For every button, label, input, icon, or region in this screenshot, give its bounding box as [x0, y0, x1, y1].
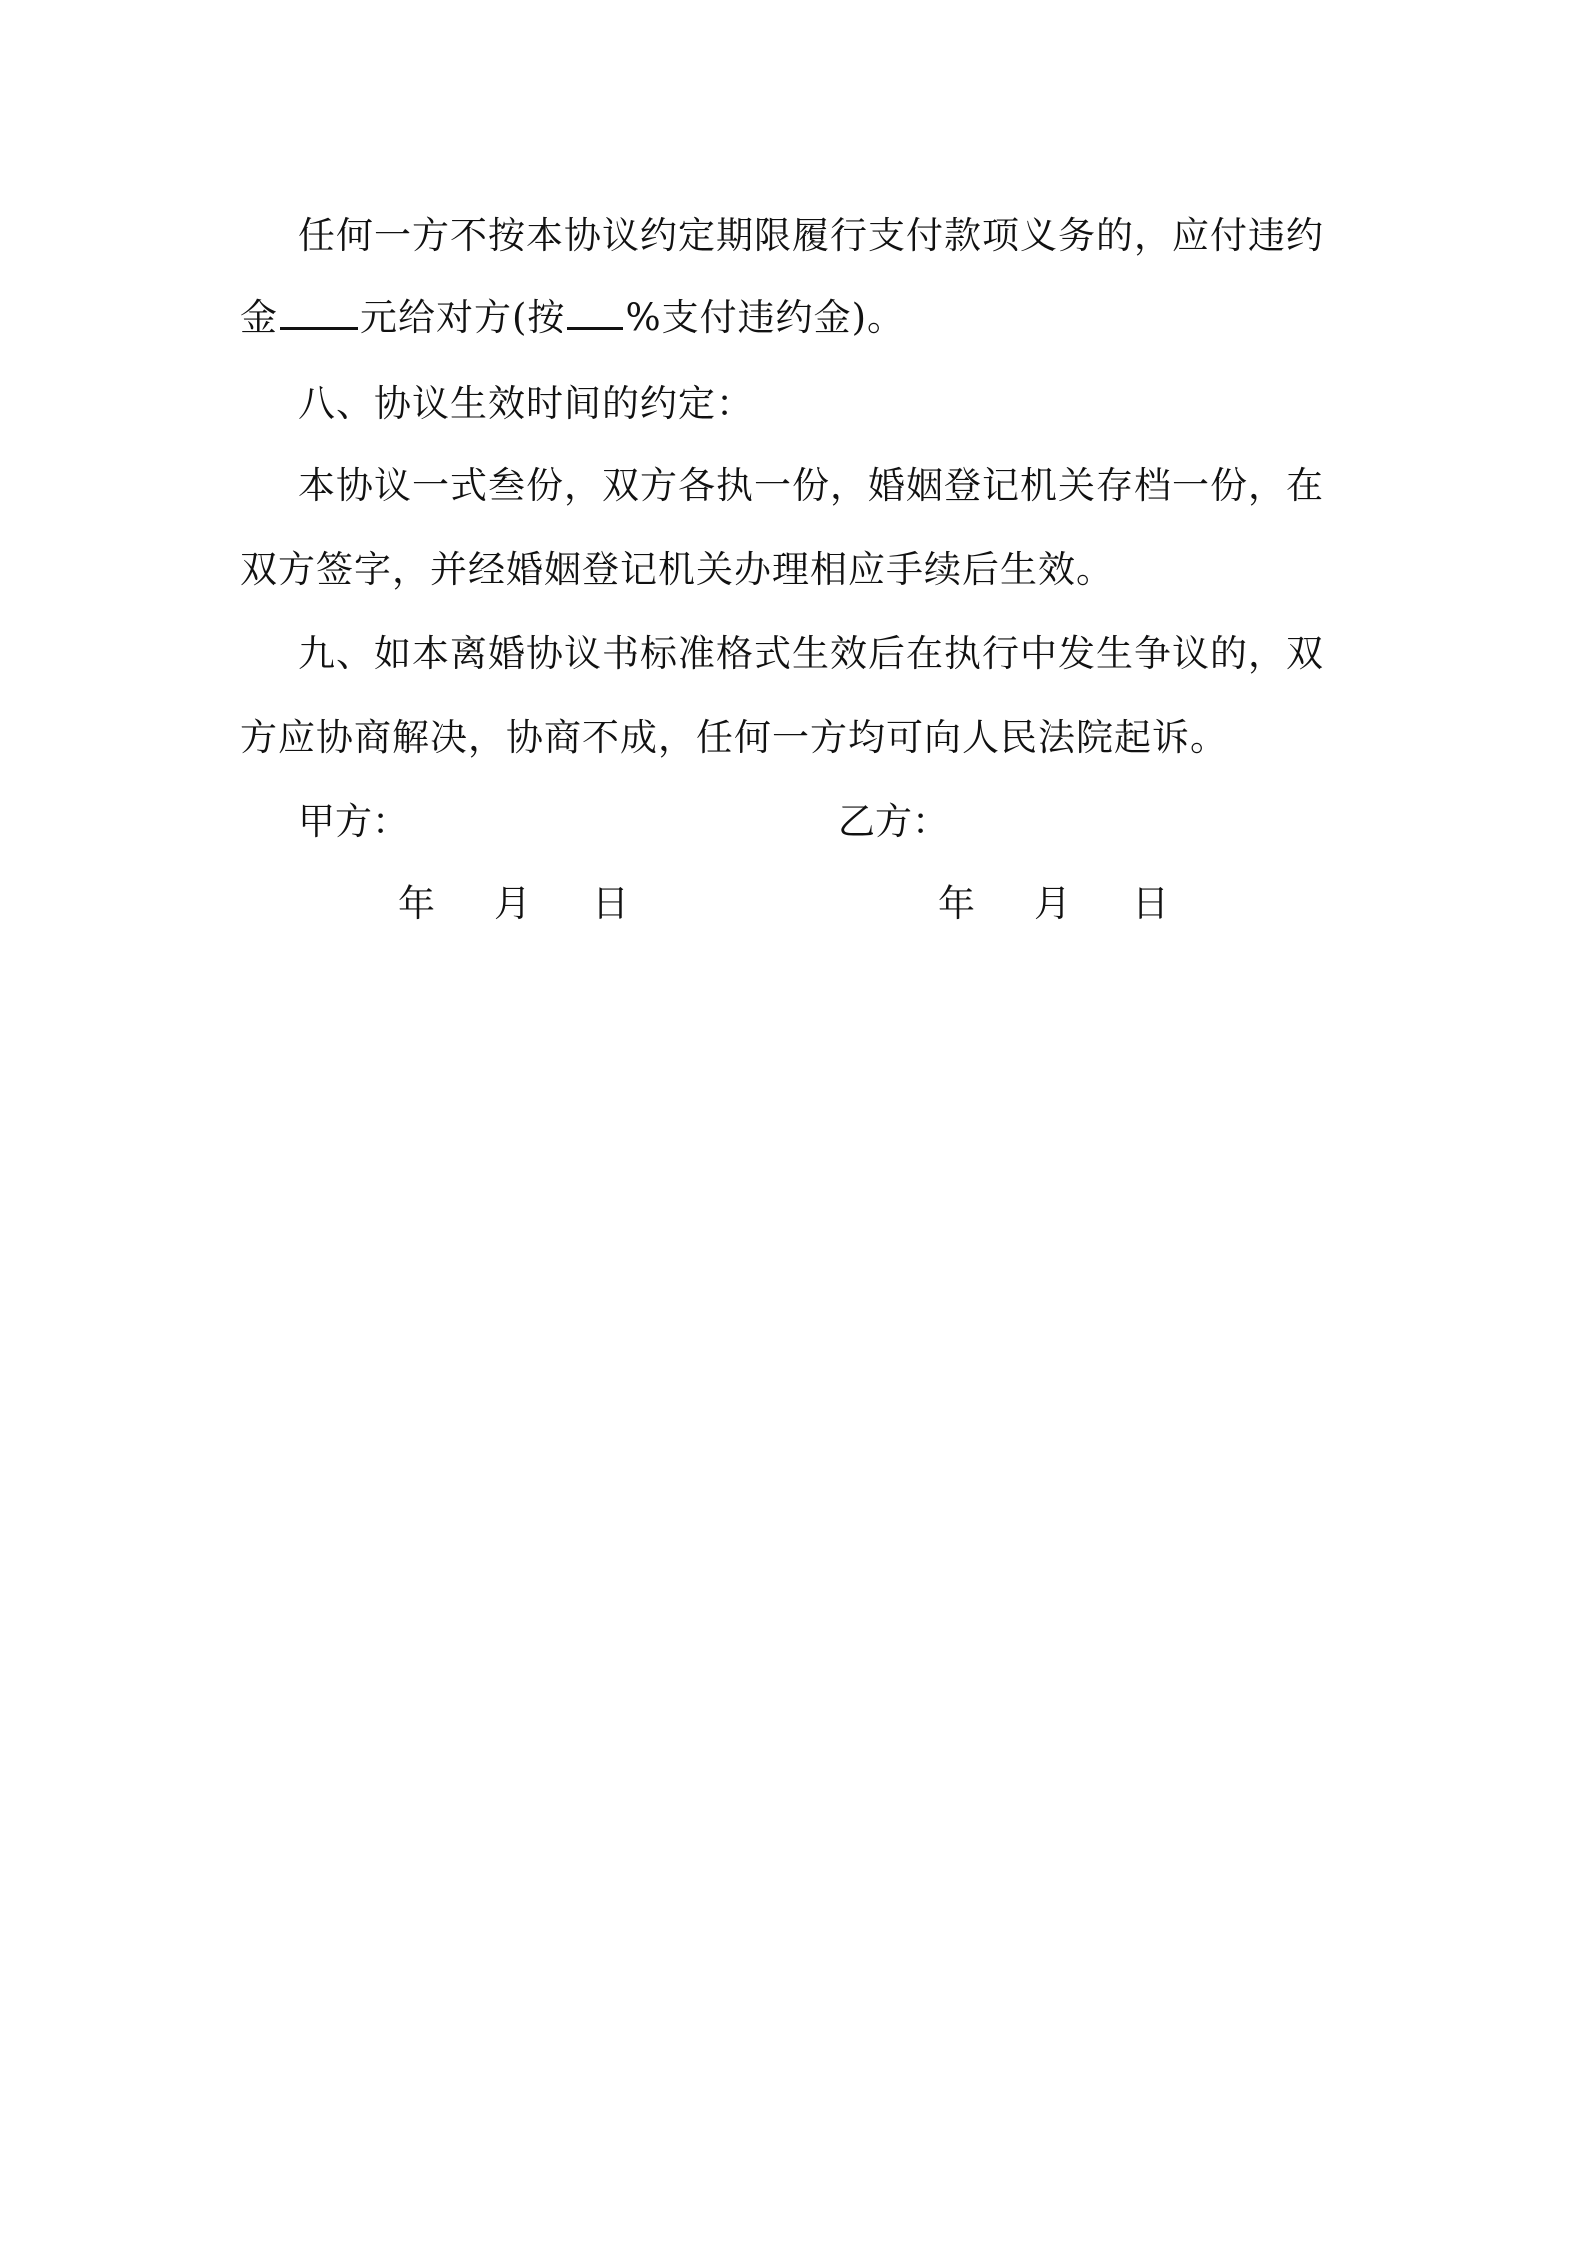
penalty-mid-text: 元给对方(按: [360, 296, 566, 339]
section-nine-line-2: 方应协商解决，协商不成，任何一方均可向人民法院起诉。: [240, 716, 1228, 759]
penalty-amount-blank: [280, 297, 358, 330]
party-a-year: 年: [398, 882, 435, 925]
party-a-month: 月: [494, 882, 531, 925]
penalty-clause-line-1: 任何一方不按本协议约定期限履行支付款项义务的，应付违约: [298, 214, 1324, 257]
penalty-suffix: %支付违约金)。: [625, 296, 906, 339]
section-eight-body-line-2: 双方签字，并经婚姻登记机关办理相应手续后生效。: [240, 548, 1114, 591]
penalty-clause-line-2: [240, 294, 905, 342]
party-b-label: 乙方：: [838, 800, 949, 843]
party-a-day: 日: [592, 882, 629, 925]
party-b-year: 年: [938, 882, 975, 925]
section-nine-line-1: 九、如本离婚协议书标准格式生效后在执行中发生争议的，双: [298, 632, 1324, 675]
section-eight-heading: 八、协议生效时间的约定：: [298, 382, 754, 425]
penalty-percent-blank: [567, 297, 623, 330]
section-eight-body-line-1: 本协议一式叁份，双方各执一份，婚姻登记机关存档一份，在: [298, 464, 1324, 507]
party-b-month: 月: [1034, 882, 1071, 925]
party-b-day: 日: [1132, 882, 1169, 925]
party-a-label: 甲方：: [298, 800, 409, 843]
penalty-prefix: 金: [240, 296, 278, 339]
